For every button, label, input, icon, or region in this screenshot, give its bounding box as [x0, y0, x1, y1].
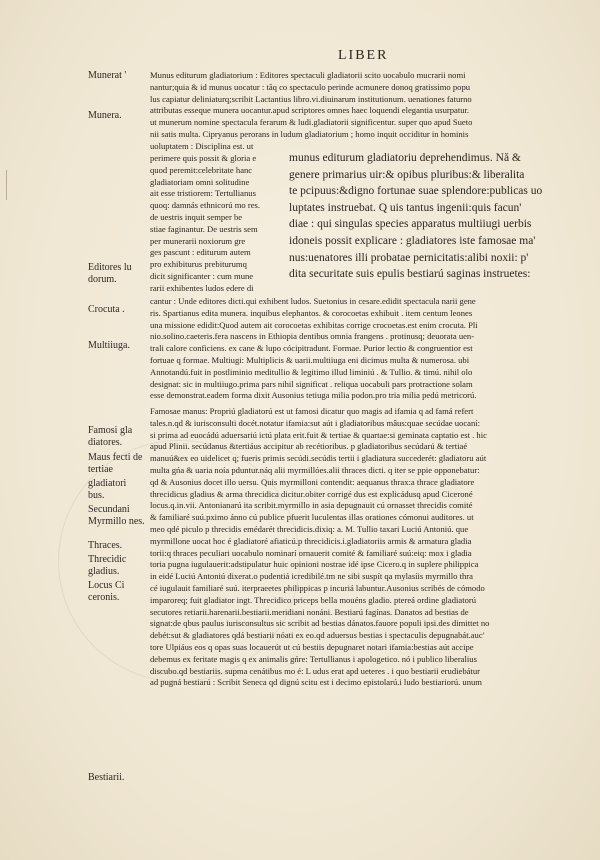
text-line: nio.solino.caeteris.fera nascens in Ethiopia dentibus omnia frangens . protinusq; deuorata uen- [150, 331, 475, 342]
text-line: designat: sic in multiiugo.prima pars nihil significat . reliqua uocabuli pars protractione solam [150, 378, 473, 389]
text-line: nantur;quia & id munus uocatur : tăq co spectaculo perinde acmunere donoq gratissimo popu [150, 81, 471, 92]
lower-paragraph [150, 406, 489, 689]
text-line: gladiatoriam omni solitudine [150, 176, 250, 187]
margin-note-secundani: Secundani Myrmillo nes. [88, 504, 145, 527]
margin-note-famosi: Famosi gla diatores. [88, 425, 133, 448]
main-text-line: diae : qui singulas species apparatus multiiugi uerbis [289, 218, 532, 231]
text-line: pro exhibiturus prebiturumq [150, 259, 247, 270]
text-line: multa gńa & uaria noía pduntur.náq alii myrmillóes.alii thraces dicti. q iter se ppie opponebatur: [150, 464, 480, 475]
text-line: in eidé Luciú Antoniú dixerat.o pudentiá icredibilé.tm ne sibi suspít qa mylasíis myrmillo thra [150, 571, 473, 582]
text-line: Famosae manus: Propriú gladiatorú est ut famosi dicatur quo magis ad ifamia q ad famá refert [150, 406, 474, 416]
text-line: si prima ad euocádú aduersariú ictú plata erit.fuit & tertiae & quartae:si geminata captatio est . hic [150, 429, 487, 440]
text-line: fortuae q formae. Multiugi: Multiplicis & uarii.multiiuga eni dicimus multa & numerosa. ubi [150, 354, 470, 365]
text-line: quod peremit:celebritate hanc [150, 164, 253, 175]
text-line: de uestris inquit semper be [150, 211, 243, 222]
text-line: Annotandú.fuit in postliminio meditullio & legitimo illud liminiú . & Tullio. & timú. nihil olo [150, 366, 473, 377]
main-text-line: genere primarius uir:& opibus pluribus:& liberalita [289, 168, 525, 181]
text-line: torii:q thraces peculiari uocabulo nominarí ornauerit comité & familiaré suú:eiq: mox i gladia [150, 547, 472, 558]
text-line: imparoreq; fuit gladiator ingt. Threcidico priceps bella mouéns gladio. ptereá ordine gladiatorú [150, 594, 477, 605]
text-line: threcidicus gladius & arma threcidica dicitur.obiter corrigé dus est explicádusq apud Ciceroné [150, 488, 473, 499]
text-line: cantur : Unde editores dicti.qui exhibent ludos. Suetonius in cesare.edidit spectacula narii gene [150, 296, 476, 306]
main-text-line: te pcipuus:&digno fortunae suae splendore:publicas uo [289, 185, 543, 198]
text-line: secutores retiarii.harenarii.bestiarii.meridiani nonáni. Bestiarú fagínas. Danatos ad bestias de [150, 606, 469, 617]
text-line: una missione edidit:Quod autem ait corocoetas exhibitas corrige crocoetas.est enim crocuta. Pli [150, 319, 478, 330]
text-line: dicit significanter : cum mune [150, 270, 254, 281]
text-line: qd & Ausonius docet illo uersu. Quis myrmilloni contendit: aequanus thrax:a thrace gladiatore [150, 476, 475, 487]
margin-note-munerat: Munerat ' [88, 70, 127, 81]
margin-note-multiiuga: Multiiuga. [88, 340, 130, 351]
text-line: ad pugná bestiarú : Scribit Seneca qd dignú scitu est i decimo epistolarú.i ludo bestiariorú. unum [150, 677, 482, 688]
margin-note-gladiatoribus: gladiatori bus. [88, 478, 127, 501]
text-line: perimere quis possit & gloria e [150, 153, 257, 163]
margin-note-editores: Editores lu dorum. [88, 262, 132, 285]
text-line: meo qdé piculo p threcidis emédarét threcidicis.dixiq: a. M. Tullio taxari Luciú Antoniú. que [150, 523, 469, 534]
main-text-line: nus:uenatores illi probatae pernicitatis:alibi noxii: p' [289, 251, 529, 264]
text-line: cé iugulauit familiaré suú. iterpraeetes philippicas p incuriá labuntur.Ausonius scribés de cómodo [150, 582, 485, 593]
text-line: & familiaré suú.pximo ánno cú publice pfuerit luculentas illas orationes cómonui auditores. ut [150, 512, 474, 523]
margin-note-thraces: Thraces. [88, 540, 123, 551]
text-line: uoluptatem : Disciplina est. ut [150, 140, 254, 151]
text-line: debemus ex feritate magis q ex animalis gńre: Tertullianus i apologetico. nó i publico liberalius [150, 653, 477, 664]
margin-note-munera: Munera. [88, 110, 122, 121]
main-text [289, 150, 542, 283]
text-line: myrmillone uocat hoc é gladiatoré afiaticú.p threcidicis.i.gladiatoriis armis & armatura gladia [150, 535, 472, 546]
text-line: locus.q.in.vii. Antonianarú ita scribit.myrmillo in asia depugnauit cú ornasset threcidis comité [150, 500, 473, 511]
page-header: LIBER [338, 48, 389, 63]
text-line: quoq: damnás ethnicorú mo res. [150, 200, 261, 211]
middle-paragraph [150, 296, 478, 402]
text-line: lus capiatur deliniaturq;scribit Lactantius libro.vi.diuinarum institutionum. uenationes faturno [150, 93, 472, 104]
margin-note-bestiarii: Bestiarii. [88, 772, 125, 783]
main-text-line: luptates instruebat. Q uis tantus ingenii:quis facun' [289, 201, 522, 214]
text-line: tales.n.qd & iurisconsulti docét.notatur ifamia:sut aút i gladiatoribus mâus:quae secúdae uocaní: [150, 417, 481, 428]
text-line: nii satis multa. Cipryanus perorans in ludum gladiatorium ; homo inquit occiditur in hominis [150, 128, 469, 139]
text-line: apud Plinii. secúdanus &tertiáus accipitur ab recétioribus. p gladiatoribus secúdarú & tertiaé [150, 441, 468, 452]
margin-note-crocuta: Crocuta . [88, 304, 125, 315]
text-line: ut munerum nomine spectacula ferarum & ludi.gladiatorii significentur. super quo apud Sueto [150, 117, 473, 128]
text-line: ait esse tristiorem: Tertullianus [150, 188, 256, 199]
text-line: attributas esseque munera uocantur.apud scriptores omnes haec loquendi elegantia usurpatur. [150, 105, 470, 116]
text-line: rarii exhibentes ludos edere di [150, 282, 254, 293]
text-line: manuú&ex eo uidelicet q; fueris primis secúdi.secúdis tertii i gladiatura succederét: gladiatoru aút [150, 453, 487, 464]
top-paragraph [150, 70, 472, 153]
text-line: ges pascunt : editurum autem [150, 247, 251, 258]
text-line: trali calore conficiens. ex cane & lupo cócipitradunt. Formae. Purior lectio & congruentior est [150, 343, 473, 354]
text-line: debét:sut & gladiatores qdá bestiarii nóati ex eo.qd aduersus bestias i spectaculis depugnabát.auc' [150, 630, 485, 641]
main-text-line: munus editurum gladiatoriu deprehendimus. Nă & [289, 152, 521, 164]
text-line: per munerarii noxiorum gre [150, 235, 246, 246]
text-line: tore Ulpiáus eos q opas suas locauerút ut cú bestiis depugnaret notari ifamia:bestias aút accipe [150, 641, 474, 652]
text-line: toria pugna iugulauerit:adstipulatur huic opinioni nostrae idé ipse Cicero.q in suplere philippica [150, 559, 479, 570]
left-column [150, 153, 260, 295]
binding-mark [6, 170, 15, 200]
text-line: esse demonstrat.eadem forma dixit Ausonius tetiuga milia podon.pro tria milia pedú metricorú. [150, 390, 477, 401]
main-text-line: dita securitate suis epulis bestiarú saginas instruetes: [289, 268, 531, 281]
text-line: ris. Spartianus edita munera. inquibus elephantos. & corocoetas exhibuit . item centum leones [150, 307, 473, 318]
text-line: Munus editurum gladiatorium : Editores spectaculi gladiatorii scito uocabulo mucrarii nomi [150, 70, 466, 80]
margin-note-locus: Locus Ci ceronis. [88, 580, 125, 603]
margin-note-manus: Maus fecti de tertiae [88, 452, 143, 475]
text-line: stiae faginantur. De uestris sem [150, 223, 258, 234]
main-text-line: idoneis possit explicare : gladiatores iste famosae ma' [289, 234, 536, 247]
text-line: signat:de qbus paulus iurisconsultus sic scribit ad bestias dánatos.fauore populi ipsi.des dimittet no [150, 618, 490, 629]
text-line: discubo.qd bestiariis. supma cenátibus mo é: L udus erat apd ueteres . i quo bestiarii erudiebátur [150, 665, 480, 676]
margin-note-threcidic: Threcidic gladius. [88, 554, 127, 577]
